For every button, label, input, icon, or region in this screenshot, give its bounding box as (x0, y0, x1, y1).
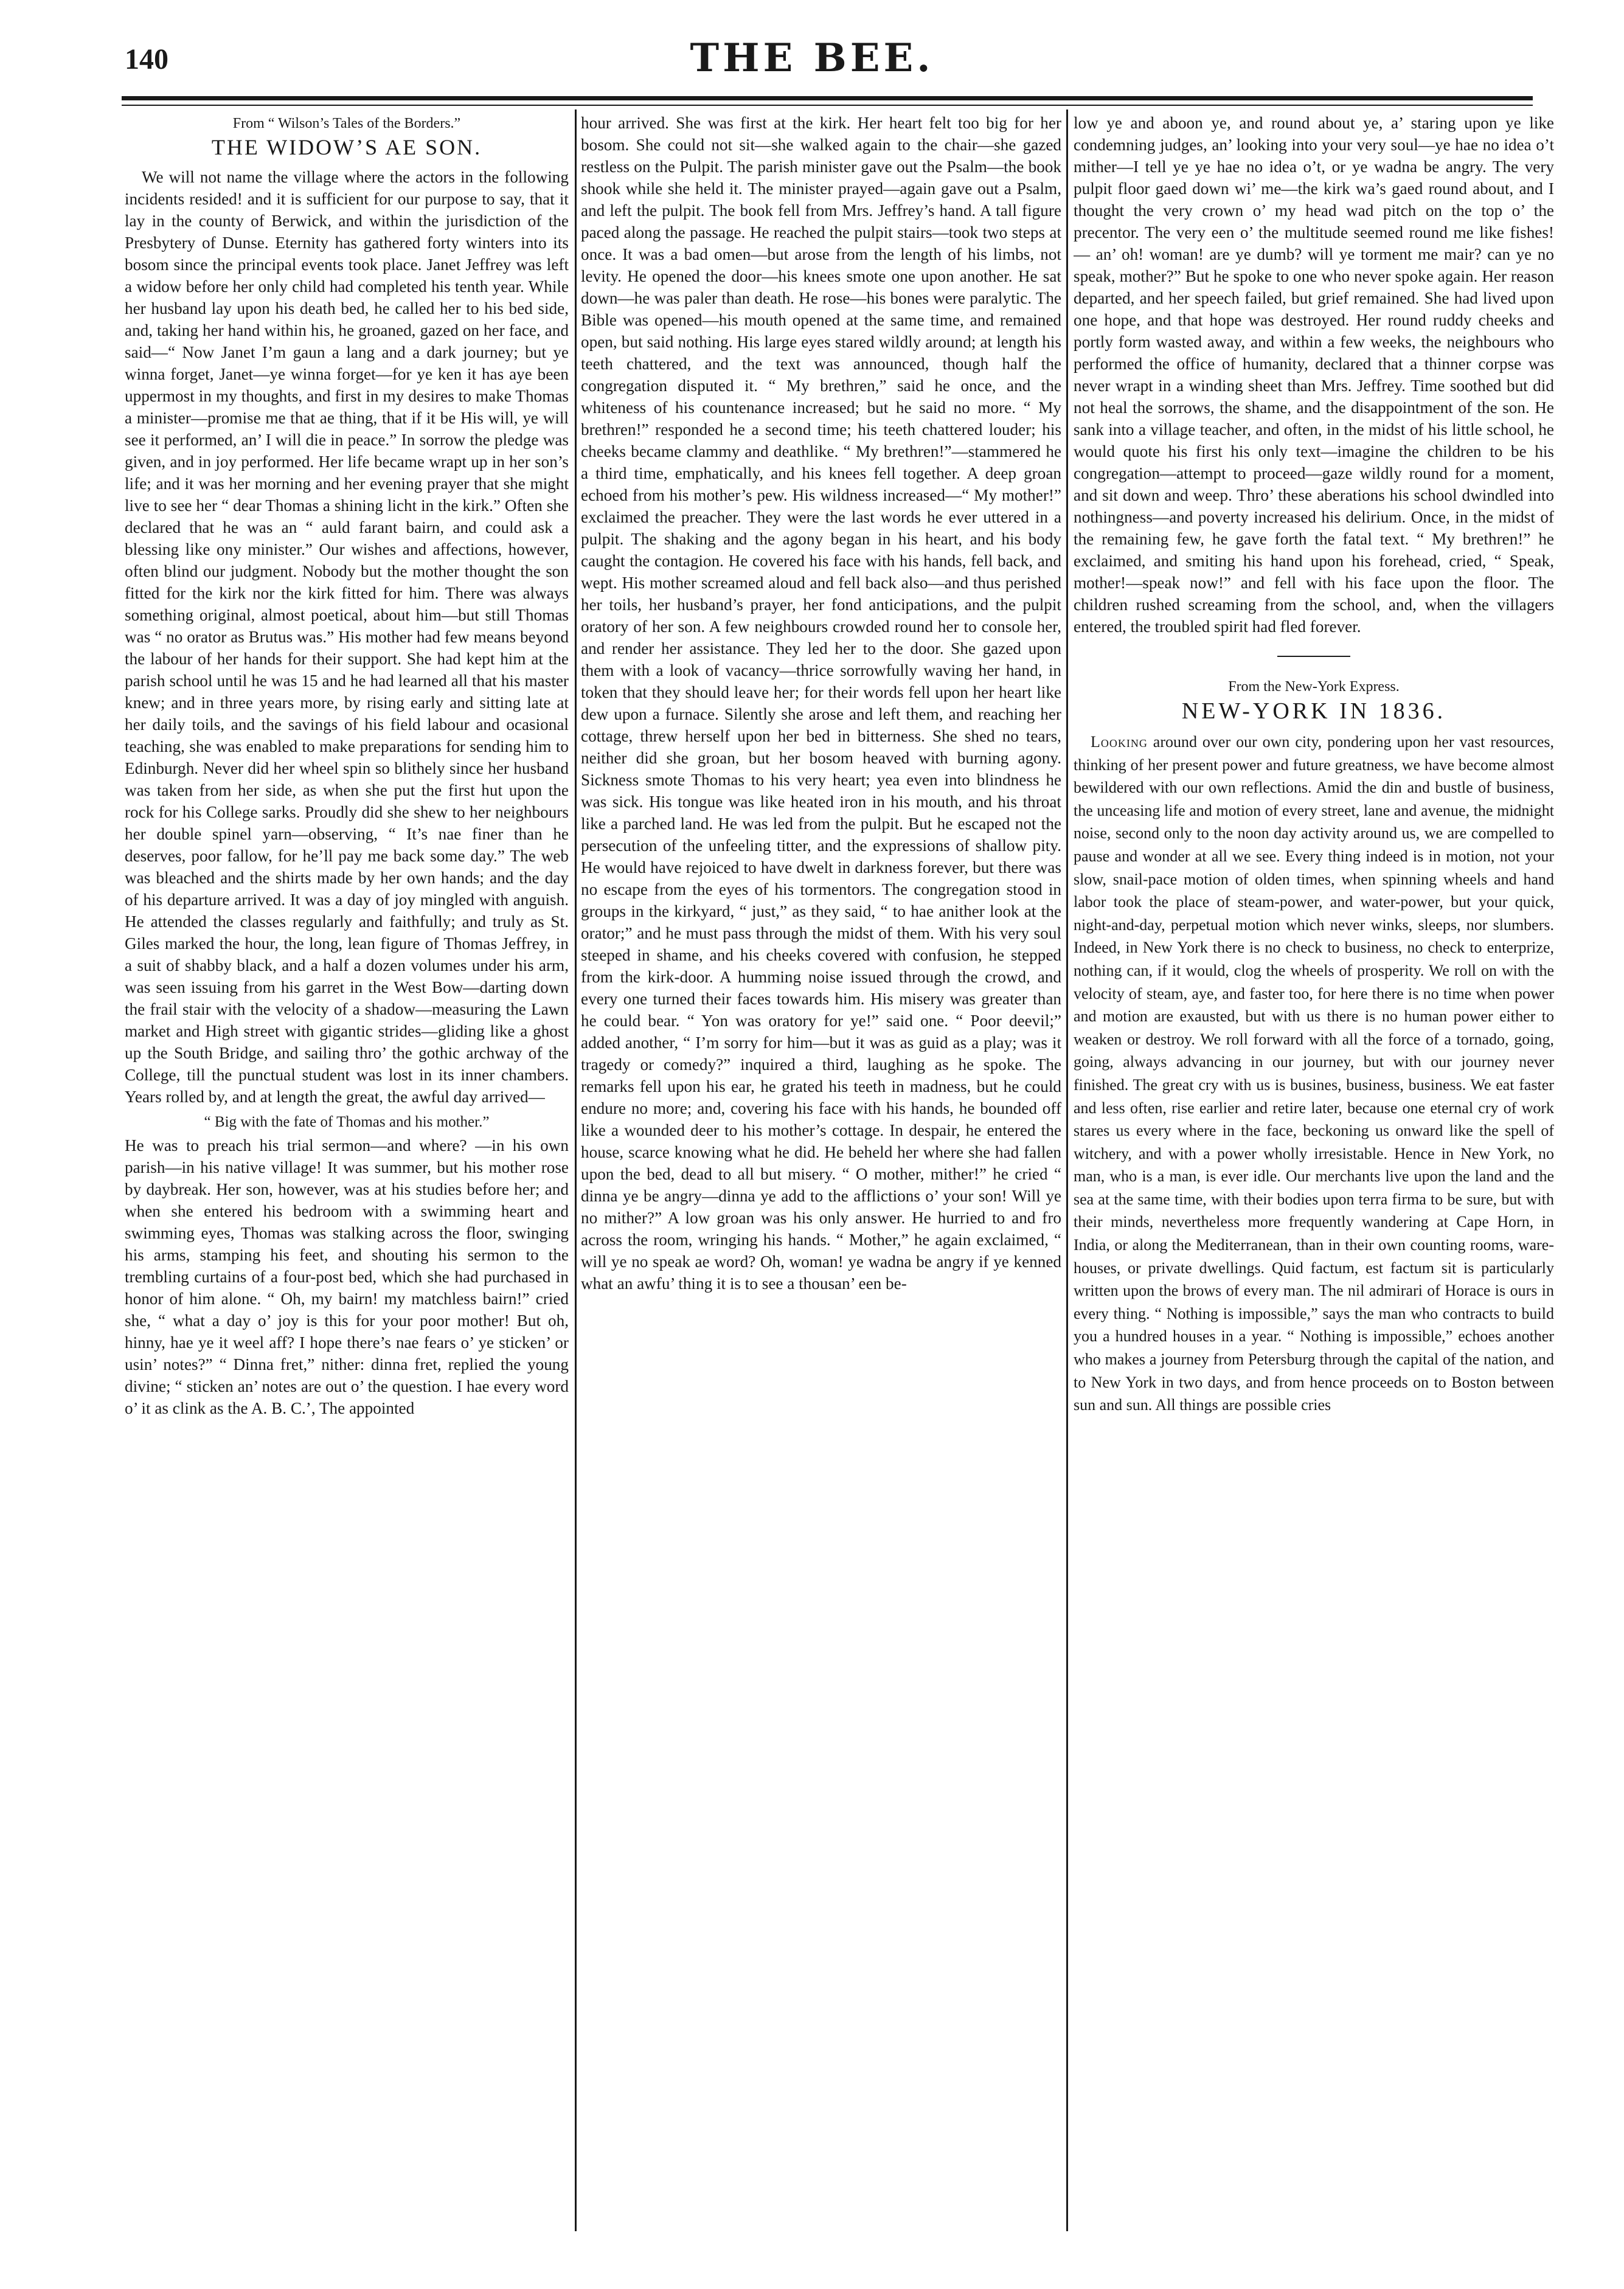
column-divider-2 (1066, 109, 1068, 2231)
article-body: We will not name the village where the actors in the following incidents resided! and it is sufficient for our purpose to say, that it lay in the county of Berwick, and within the jurisdiction of the Presbytery of Dunse. Eternity has gathered forty winters into its bosom since the principal events took place. Janet Jeffrey was left a widow before her only child had completed his tenth year. While her husband lay upon his death bed, he called her to his bed side, and, taking her hand within his, he groaned, gazed on her face, and said—“ Now Janet I’m gaun a lang and a dark journey; but ye winna forget, Janet—ye winna forget—for ye ken it has aye been uppermost in my thoughts, and first in my desires to make Thomas a minister—promise me that ae thing, that if it be His will, ye will see it performed, an’ I will die in peace.” In sorrow the pledge was given, and in joy performed. Her life became wrapt up in her son’s life; and it was her morning and her evening prayer that she might live to see her “ dear Thomas a shining licht in the kirk.” Often she declared that he was an “ auld farant bairn, and could ask a blessing like ony minister.” Our wishes and affections, however, often blind our judgment. Nobody but the mother thought the son fitted for the kirk nor the kirk fitted for him. There was always something original, almost poetical, about him—but still Thomas was “ no orator as Brutus was.” His mother had few means beyond the labour of her hands for their support. She had kept him at the parish school until he was 15 and he had learned all that his master knew; and in three years more, by rising early and sitting late at her daily toils, and the savings of his field labour and ocasional teaching, she was enabled to make preparations for sending him to Edinburgh. Never did her wheel spin so blithely since her husband was taken from her side, as when she put the first hut upon the rock for his College sarks. Proudly did she shew to her neighbours her double spinel yarn—observing, “ It’s nae finer than he deserves, poor fallow, for he’ll pay me back some day.” The web was bleached and the shirts made by her own hands; and the day of his departure arrived. It was a day of joy mingled with anguish. He attended the classes regularly and faithfully; and truly as St. Giles marked the hour, the long, lean figure of Thomas Jeffrey, in a suit of shabby black, and a half a dozen volumes under his arm, was seen issuing from his garret in the West Bow—darting down the frail stair with the velocity of a shadow—measuring the Lawn market and High street with gigantic strides—gliding like a ghost up the South Bridge, and sailing thro’ the gothic archway of the College, till the punctual student was lost in its inner chambers. Years rolled by, and at length the great, the awful day arrived— (125, 168, 569, 1106)
masthead-title: THE BEE. (690, 35, 934, 81)
column-divider-1 (575, 109, 577, 2231)
article2-text: around over our own city, pondering upon her vast resources, thinking of her present power and future greatness, we have become almost bewildered with our own reflections. Amid the din and bustle of business, the unceasing life and motion of every street, lane and avenue, the midnight noise, second only to the noon day activity around us, we are compelled to pause and wonder at all we see. Every thing indeed is in motion, not your slow, snail-pace motion of olden times, when spinning wheels and hand labor took the place of steam-power, and water-power, but your quick, night-and-day, perpetual motion which never winks, sleeps, nor slumbers. Indeed, in New York there is no check to business, no check to enterprize, nothing can, if it would, clog the wheels of prosperity. We roll on with the velocity of steam, aye, and faster too, for here there is no time when power and motion are exausted, but with us there is no human power either to weaken or destroy. We roll forward with all the force of a tornado, going, going, always advancing in our journey, but with our journey never finished. The great cry with us is busines, business, business. We eat faster and less often, rise earlier and retire later, because one eternal cry of work stares us every where in the face, beckoning us onward like the spell of witchery, and with a power wholly irresistable. Hence in New York, no man, who is a man, is ever idle. Our merchants live upon the land and the sea at the same time, with their bodies upon terra firma to be sure, but with their minds, nevertheless more frequently wandering at Cape Horn, in India, or along the Mediterranean, than in their own counting rooms, ware-houses, or private dwellings. Quid factum, est factum sit is particularly written upon the brows of every man. The nil admirari of Horace is ours in every thing. “ Nothing is impossible,” says the man who contracts to build you a hundred houses in a year. “ Nothing is impossible,” echoes another who makes a journey from Petersburg through the capital of the nation, and to New York in two days, and from hence proceeds on to Boston between sun and sun. All things are possible cries (1074, 733, 1554, 1414)
header-rule-thick (122, 96, 1533, 100)
article-quote: “ Big with the fate of Thomas and his mother.” (204, 1114, 490, 1130)
article2-source: From the New-York Express. (1228, 679, 1400, 695)
column-3 (1074, 112, 1554, 2235)
article-body-col3: low ye and aboon ye, and round about ye, a’ staring upon ye like condemning judges, an’ looking into your very soul—ye hae no idea o’t mither—I tell ye ye hae no idea o’t, or ye wadna be angry. The very pulpit floor gaed down wi’ me—the kirk wa’s gaed round about, and I thought the very crown o’ my head wad pitch on the top o’ the precentor. The very een o’ the multitude seemed round me like fishes! — an’ oh! woman! are ye dumb? will ye torment me mair? can ye no speak, mother?” But he spoke to one who never spoke again. Her reason departed, and her speech failed, but grief remained. She had lived upon one hope, and that hope was destroyed. Her round ruddy cheeks and portly form wasted away, and within a few weeks, the neighbours who performed the office of humanity, declared that a thinner corpse was never wrapt in a winding sheet than Mrs. Jeffrey. Time soothed but did not heal the sorrows, the shame, and the disappointment of the son. He sank into a village teacher, and often, in the midst of his little school, he would quote his first his only text—imagine the children to be his congregation—attempt to proceed—gaze wildly round for a moment, and sit down and weep. Thro’ these aberations his school dwindled into nothingness—and poverty increased his delirium. Once, in the midst of the remaining few, he gave forth the fatal text. “ My brethren!” he exclaimed, and smiting his hand upon his forehead, cried, “ Speak, mother!—speak now!” and fell with his face upon the floor. The children rushed screaming from the school, and, when the villagers entered, the troubled spirit had fled forever. (1074, 114, 1554, 636)
article2-body (1074, 731, 1554, 1417)
header-rule-thin (122, 105, 1533, 106)
section-divider (1277, 656, 1350, 657)
article-body-continued: He was to preach his trial sermon—and where? —in his own parish—in his native village! It was summer, but his mother rose by daybreak. Her son, however, was at his studies before her; and when she entered his bedroom with a swimming heart and swimming eyes, Thomas was stalking across the floor, swinging his arms, stamping his feet, and shouting his sermon to the trembling curtains of a four-post bed, which she had purchased in honor of him alone. “ Oh, my bairn! my matchless bairn!” cried she, “ what a day o’ joy is this for your poor mother! But oh, hinny, hae ye it weel aff? I hope there’s nae fears o’ ye sticken’ or usin’ notes?” “ Dinna fret,” nither: dinna fret, replied the young divine; “ sticken an’ notes are out o’ the question. I hae every word o’ it as clink as the A. B. C.’, The appointed (125, 1136, 569, 1417)
article-title: THE WIDOW’S AE SON. (211, 135, 482, 159)
column-1 (125, 112, 569, 2235)
article2-title: NEW-YORK IN 1836. (1181, 698, 1446, 724)
column-2 (581, 112, 1061, 2235)
page-number: 140 (125, 43, 168, 75)
article-source: From “ Wilson’s Tales of the Borders.” (232, 116, 461, 131)
article2-lead-word: Looking (1091, 733, 1148, 751)
article-body-col2: hour arrived. She was first at the kirk. Her heart felt too big for her bosom. She could not sit—she walked again to the chair—she gazed restless on the Pulpit. The parish minister gave out the Psalm—the book shook while she held it. The minister prayed—again gave out a Psalm, and left the pulpit. The book fell from Mrs. Jeffrey’s hand. A tall figure paced along the passage. He reached the pulpit stairs—took two steps at once. It was a bad omen—but arose from the length of his limbs, not levity. He opened the door—his knees smote one upon another. He sat down—he was paler than death. He rose—his bones were paralytic. The Bible was opened—his mouth opened at the same time, and remained open, but said nothing. His large eyes stared wildly around; at length his teeth chattered, and the text was announced, though half the congregation disputed it. “ My brethren,” said he once, and the whiteness of his countenance increased; but he said no more. “ My brethren!” responded he a second time; his teeth chattered louder; his cheeks became clammy and deathlike. “ My brethren!”—stammered he a third time, emphatically, and his knees fell together. A deep groan echoed from his mother’s pew. His wildness increased—“ My mother!” exclaimed the preacher. They were the last words he ever uttered in a pulpit. The shaking and the agony began in his heart, and his body caught the contagion. He covered his face with his hands, fell back, and wept. His mother screamed aloud and fell back also—and thus perished her toils, her husband’s prayer, her fond anticipations, and the pulpit oratory of her son. A few neighbours crowded round her to console her, and render her assistance. They led her to the door. She gazed upon them with a look of vacancy—thrice sorrowfully waving her hand, in token that they should leave her; for their words fell upon her heart like dew upon a furnace. Silently she arose and left them, and reaching her cottage, threw herself upon her bed in bitterness. She shed no tears, neither did she groan, but her bosom heaved with burning agony. Sickness smote Thomas to his very heart; yea even into blindness he was sick. His tongue was like heated iron in his mouth, and his throat like a parched land. He was led from the pulpit. But he escaped not the persecution of the unfeeling titter, and the expressions of shallow pity. He would have rejoiced to have dwelt in darkness forever, but there was no escape from the eyes of his tormentors. The congregation stood in groups in the kirkyard, “ just,” as they said, “ to hae anither look at the orator;” and he must pass through the midst of them. With his very soul steeped in shame, and his cheeks covered with confusion, he stepped from the kirk-door. A humming noise issued through the crowd, and every one turned their faces towards him. His misery was greater than he could bear. “ Yon was oratory for ye!” said one. “ Poor deevil;” added another, “ I’m sorry for him—but it was as guid as a play; was it tragedy or comedy?” inquired a third, laughing as he spoke. The remarks fell upon his ear, he grated his teeth in madness, but he could endure no more; and, covering his face with his hands, he bounded off like a wounded deer to his mother’s cottage. In despair, he entered the house, scarce knowing what he did. He beheld her where she had fallen upon the bed, dead to all but misery. “ O mother, mither!” he cried “ dinna ye be angry—dinna ye add to the afflictions o’ your son! Will ye no mither?” A low groan was his only answer. He hurried to and fro across the room, wringing his hands. “ Mother,” he again exclaimed, “ will ye no speak ae word? Oh, woman! ye wadna be angry if ye kenned what an awfu’ thing it is to see a thousan’ een be- (581, 114, 1061, 1293)
